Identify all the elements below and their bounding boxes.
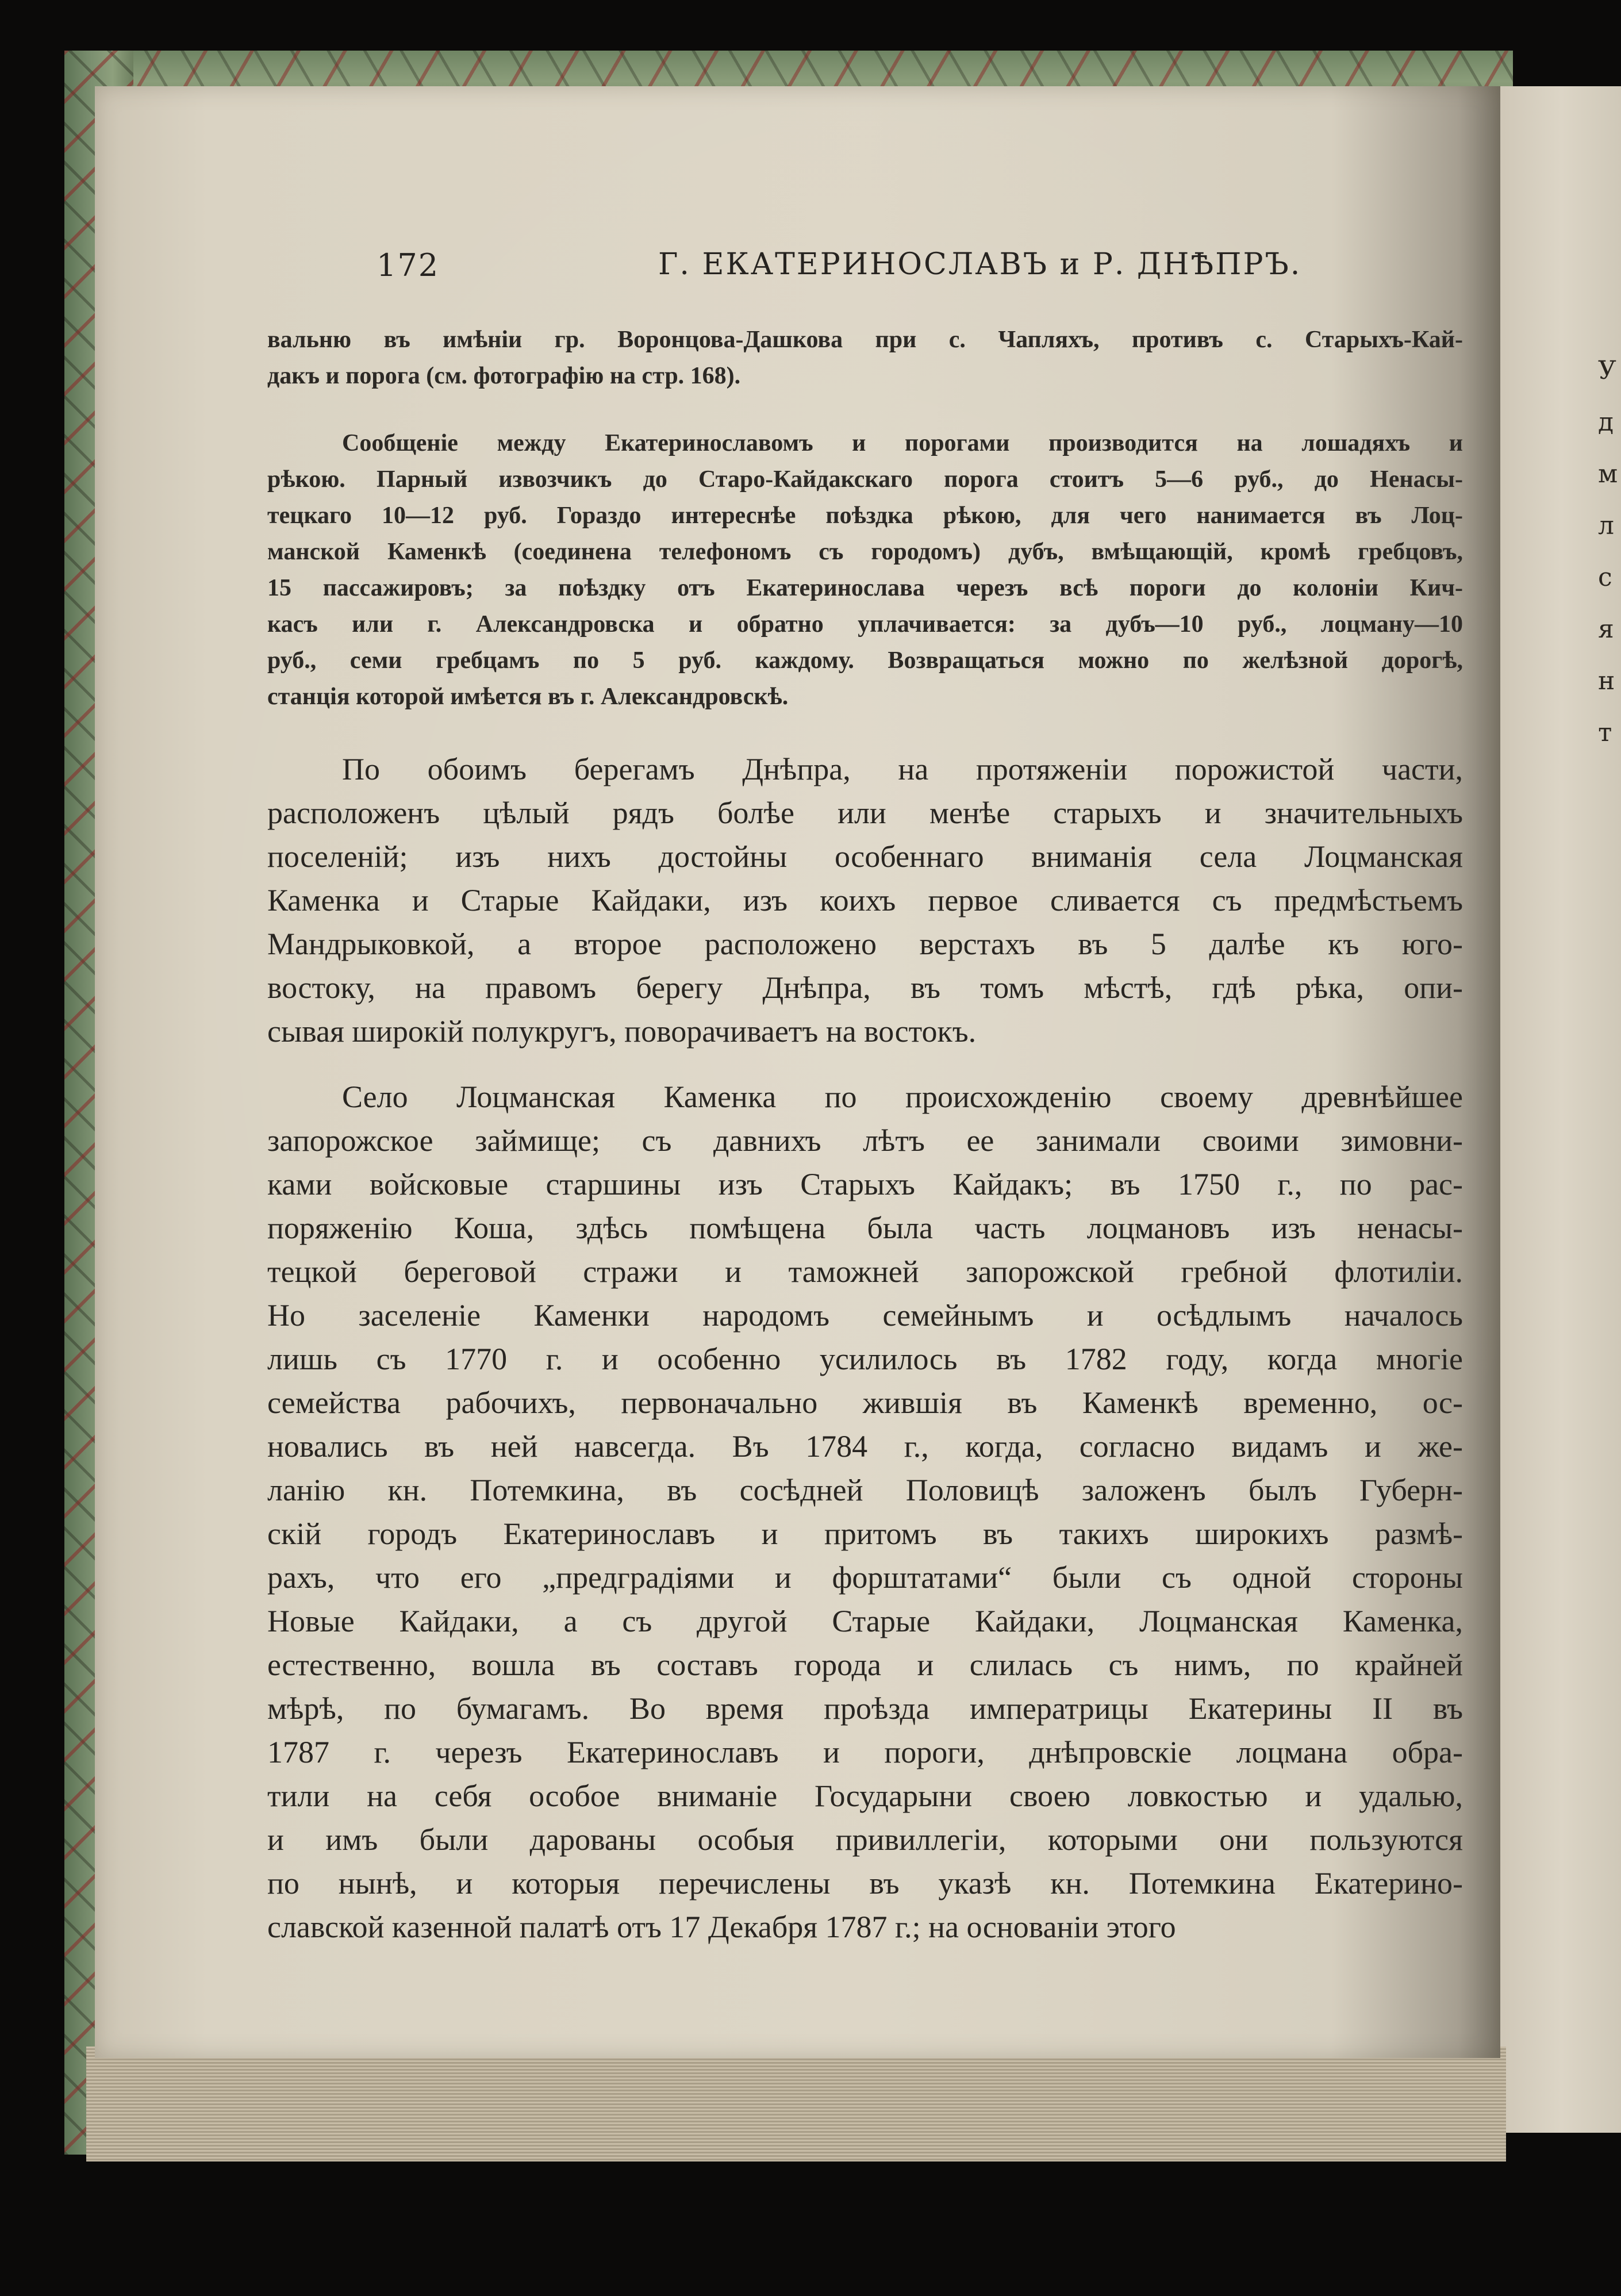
text-line: лишь съ 1770 г. и особенно усилилось въ 1782 году, когда многіе — [267, 1342, 1463, 1376]
text-line: ками войсковые старшины изъ Старыхъ Кайдакъ; въ 1750 г., по рас- — [267, 1167, 1463, 1201]
text-line: станція которой имѣется въ г. Александровскѣ. — [267, 684, 789, 710]
text-line: По обоимъ берегамъ Днѣпра, на протяженіи порожистой части, — [342, 752, 1463, 786]
text-line: вальню въ имѣніи гр. Воронцова-Дашкова при с. Чапляхъ, противъ с. Старыхъ-Кай- — [267, 327, 1463, 353]
facing-page-letter: т — [1598, 718, 1612, 747]
text-line: руб., семи гребцамъ по 5 руб. каждому. Возвращаться можно по желѣзной дорогѣ, — [267, 647, 1463, 674]
text-line: естественно, вошла въ составъ города и слилась съ нимъ, по крайней — [267, 1648, 1463, 1682]
text-line: ланію кн. Потемкина, въ сосѣдней Половицѣ заложенъ былъ Губерн- — [267, 1473, 1463, 1507]
text-line: 15 пассажировъ; за поѣздку отъ Екатеринослава черезъ всѣ пороги до колоніи Кич- — [267, 575, 1463, 601]
text-line: Мандрыковкой, а второе расположено верстахъ въ 5 далѣе къ юго- — [267, 927, 1463, 961]
page-content — [267, 247, 1463, 328]
text-line: рахъ, что его „предградіями и форштатами“ были съ одной стороны — [267, 1560, 1463, 1595]
text-line: семейства рабочихъ, первоначально жившія въ Каменкѣ временно, ос- — [267, 1385, 1463, 1420]
text-line: мѣрѣ, по бумагамъ. Во время проѣзда императрицы Екатерины II въ — [267, 1691, 1463, 1726]
travel-note — [267, 425, 1463, 715]
text-line: Сообщеніе между Екатеринославомъ и порогами производится на лошадяхъ и — [342, 430, 1463, 456]
text-line: манской Каменкѣ (соединена телефономъ съ городомъ) дубъ, вмѣщающій, кромѣ гребцовъ, — [267, 539, 1463, 565]
paragraph-2 — [267, 1075, 1463, 1949]
text-line: касъ или г. Александровска и обратно уплачивается: за дубъ—10 руб., лоцману—10 — [267, 611, 1463, 638]
page-stack-edge — [86, 2047, 1506, 2161]
text-line: запорожское займище; съ давнихъ лѣтъ ее занимали своими зимовни- — [267, 1123, 1463, 1158]
facing-page-letter: л — [1598, 511, 1614, 540]
text-line: востоку, на правомъ берегу Днѣпра, въ томъ мѣстѣ, гдѣ рѣка, опи- — [267, 970, 1463, 1005]
text-line: новались въ ней навсегда. Въ 1784 г., когда, согласно видамъ и же- — [267, 1429, 1463, 1464]
text-line: сывая широкій полукругъ, поворачиваетъ на востокъ. — [267, 1014, 977, 1049]
running-head — [267, 247, 1463, 328]
book-page — [95, 86, 1500, 2058]
text-line: по нынѣ, и которыя перечислены въ указѣ кн. Потемкина Екатерино- — [267, 1866, 1463, 1900]
text-line: расположенъ цѣлый рядъ болѣе или менѣе старыхъ и значительныхъ — [267, 796, 1463, 830]
text-line: рѣкою. Парный извозчикъ до Старо-Кайдакскаго порога стоитъ 5—6 руб., до Ненасы- — [267, 466, 1463, 493]
facing-page-letter: м — [1598, 459, 1618, 489]
text-line: и имъ были дарованы особыя привиллегіи, которыми они пользуются — [267, 1822, 1463, 1857]
facing-page-letter: н — [1598, 666, 1615, 696]
text-line: тецкой береговой стражи и таможней запорожской гребной флотиліи. — [267, 1254, 1463, 1289]
facing-page-letter: с — [1598, 563, 1612, 592]
text-line: поряженію Коша, здѣсь помѣщена была часть лоцмановъ изъ ненасы- — [267, 1211, 1463, 1245]
text-line: тецкаго 10—12 руб. Гораздо интереснѣе поѣздка рѣкою, для чего нанимается въ Лоц- — [267, 502, 1463, 529]
intro-text — [267, 322, 1463, 394]
page-number: 172 — [377, 247, 440, 283]
facing-page-letter: д — [1598, 408, 1614, 437]
text-line: поселеній; изъ нихъ достойны особеннаго вниманія села Лоцманская — [267, 839, 1463, 874]
facing-page-letter: я — [1598, 615, 1614, 644]
page-title: Г. ЕКАТЕРИНОСЛАВЪ и Р. ДНѢПРЪ. — [658, 247, 1302, 282]
paragraph-1 — [267, 747, 1463, 1053]
text-line: 1787 г. черезъ Екатеринославъ и пороги, днѣпровскіе лоцмана обра- — [267, 1735, 1463, 1769]
text-line: Новые Кайдаки, а съ другой Старые Кайдаки, Лоцманская Каменка, — [267, 1604, 1463, 1638]
text-line: дакъ и порога (см. фотографію на стр. 168). — [267, 363, 741, 389]
text-line: славской казенной палатѣ отъ 17 Декабря 1787 г.; на основаніи этого — [267, 1910, 1176, 1944]
text-line: Но заселеніе Каменки народомъ семейнымъ и осѣдлымъ началось — [267, 1298, 1463, 1333]
facing-page-text — [1598, 345, 1618, 759]
facing-page-letter: У — [1598, 356, 1616, 385]
text-line: скій городъ Екатеринославъ и притомъ въ такихъ широкихъ размѣ- — [267, 1516, 1463, 1551]
text-line: Село Лоцманская Каменка по происхожденію своему древнѣйшее — [342, 1080, 1463, 1114]
text-line: Каменка и Старые Кайдаки, изъ коихъ первое сливается съ предмѣстьемъ — [267, 883, 1463, 917]
text-line: тили на себя особое вниманіе Государыни своею ловкостью и удалью, — [267, 1779, 1463, 1813]
